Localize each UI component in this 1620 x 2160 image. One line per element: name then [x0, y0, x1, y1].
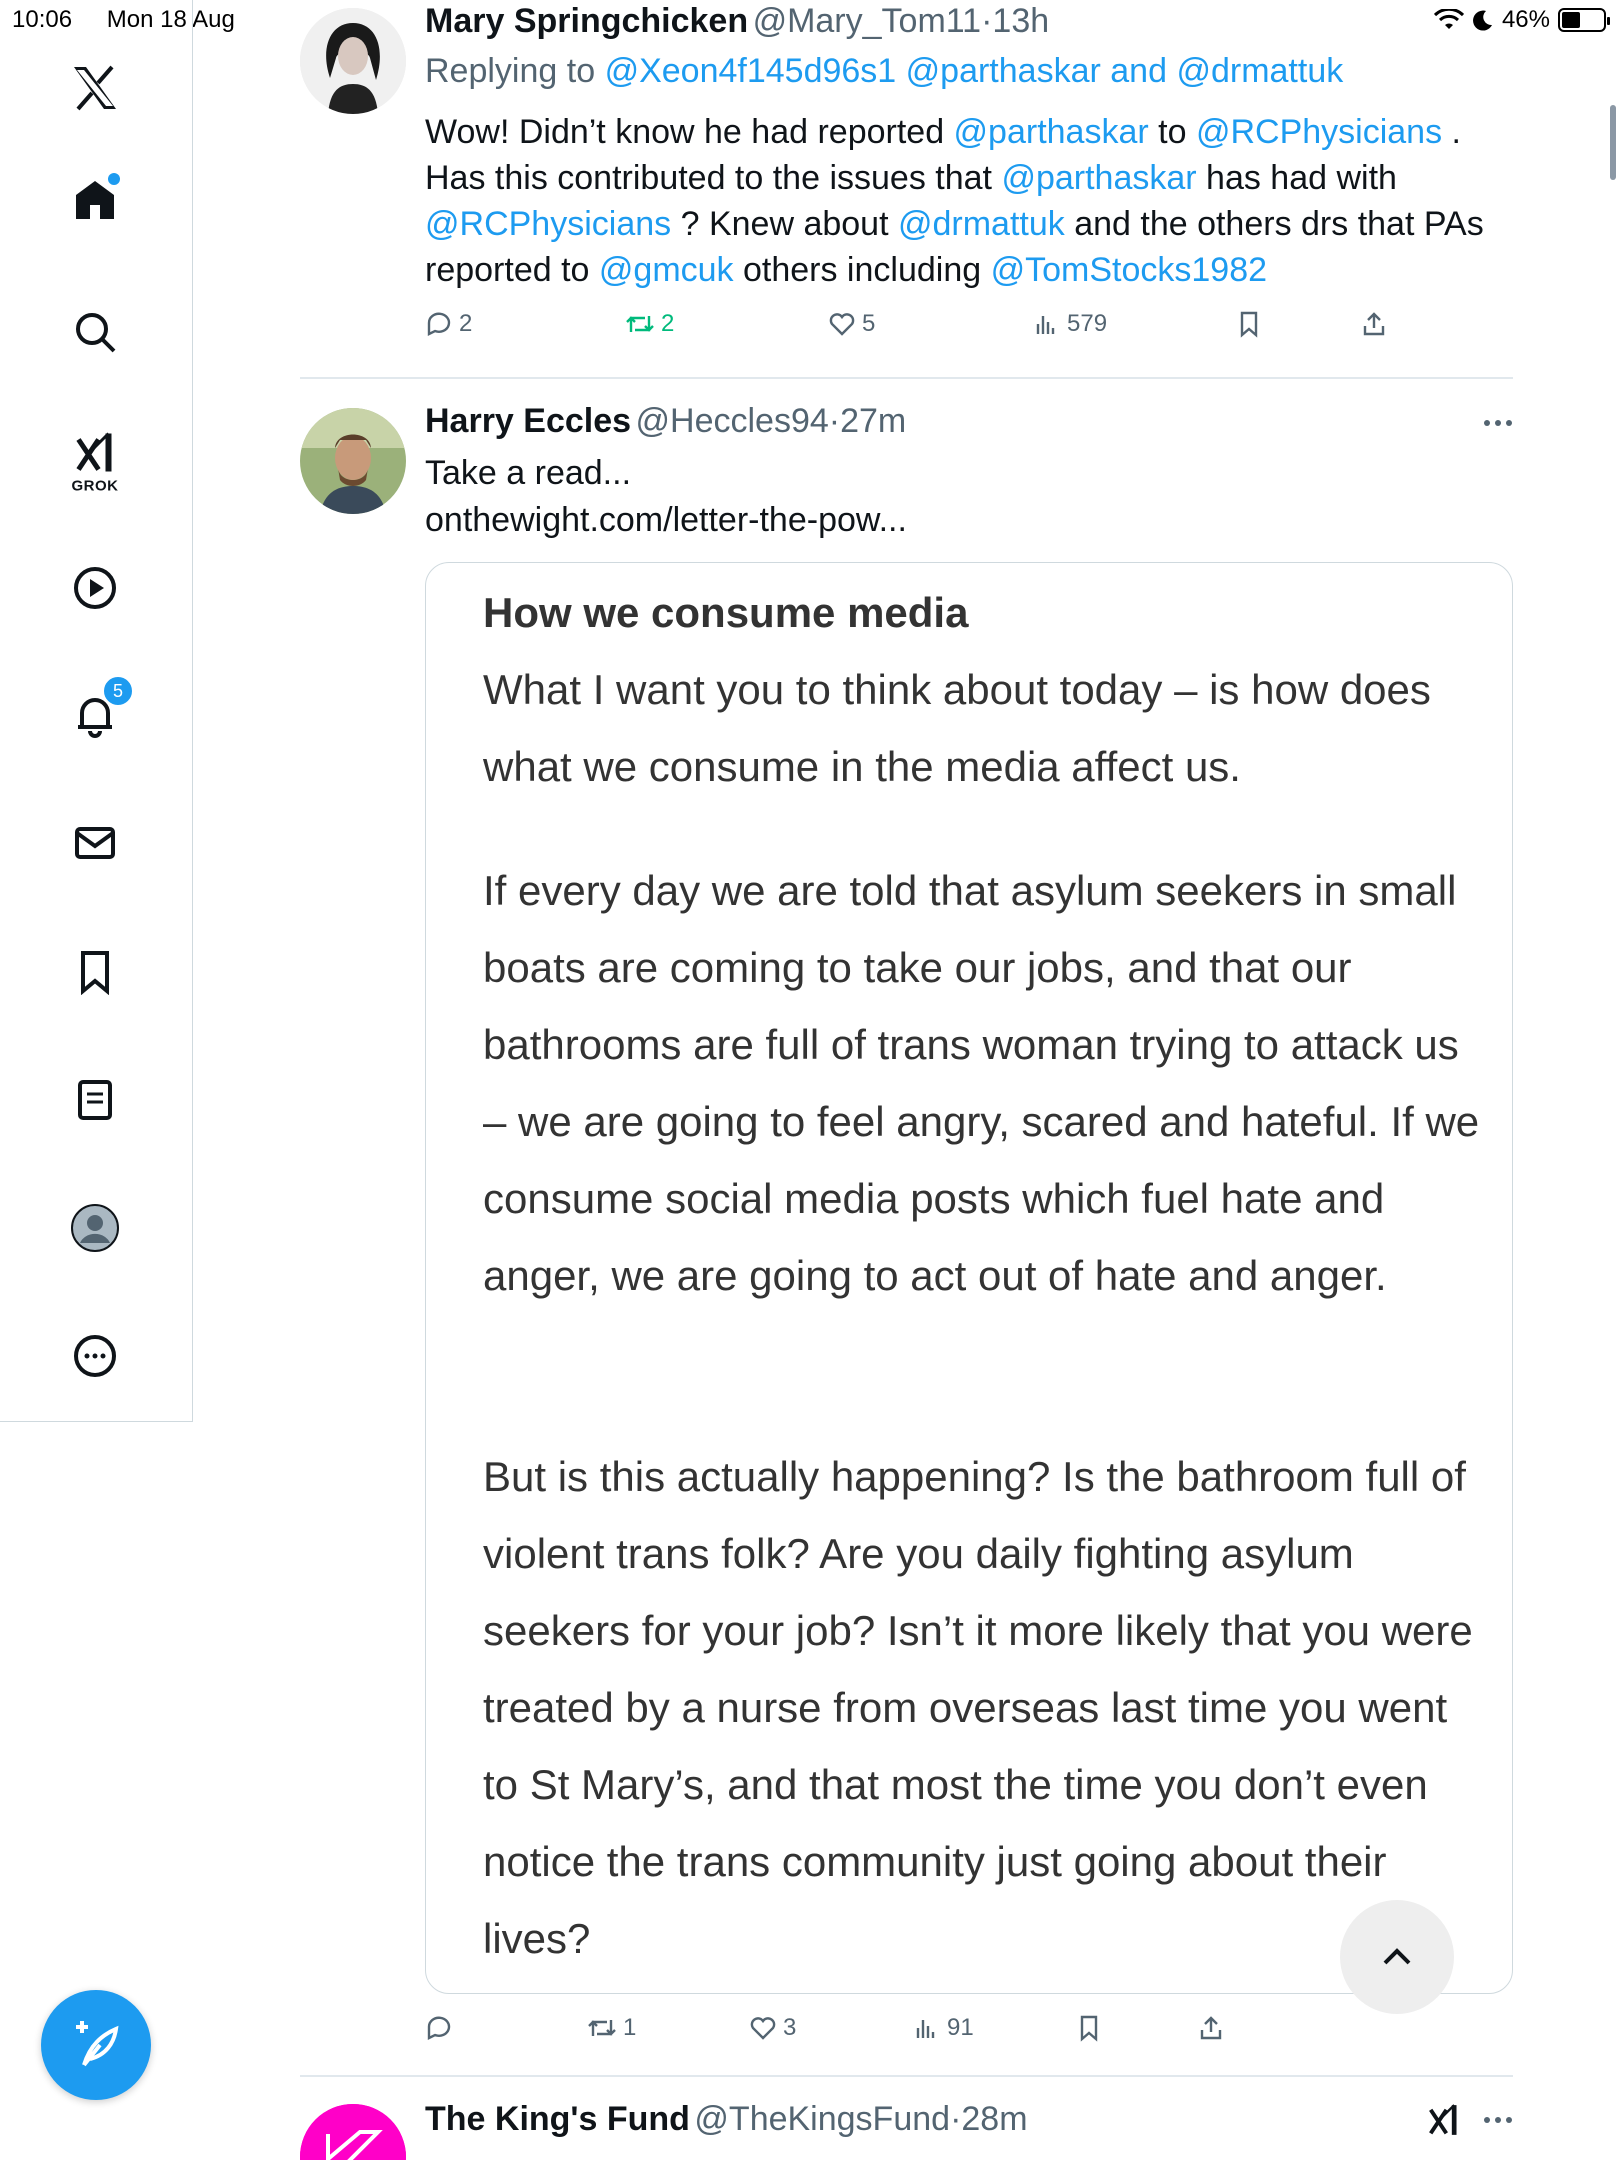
- share-button[interactable]: [1360, 310, 1388, 338]
- author-handle[interactable]: @TheKingsFund: [694, 2100, 951, 2138]
- chevron-up-icon: [1377, 1937, 1417, 1977]
- like-button[interactable]: [749, 2014, 796, 2042]
- tweet-divider: [300, 377, 1513, 379]
- scroll-to-top-button[interactable]: [1340, 1900, 1454, 2014]
- card-paragraph: What I want you to think about today – is how does what we consume in the media affect us.: [483, 666, 1431, 790]
- meta-separator: ·: [828, 402, 841, 440]
- more-icon[interactable]: [72, 1333, 118, 1379]
- views-button[interactable]: [913, 2014, 974, 2042]
- views-count: 579: [1067, 310, 1108, 337]
- home-notification-dot: [108, 173, 120, 185]
- reply-count: 2: [459, 310, 473, 337]
- link-preview-card[interactable]: [425, 562, 1513, 1994]
- and-text: and: [1110, 52, 1167, 90]
- mention-link[interactable]: @drmattuk: [1176, 52, 1344, 90]
- views-button[interactable]: [1033, 310, 1107, 338]
- tweet-text: Take a read...: [425, 454, 632, 492]
- mention-link[interactable]: @Xeon4f145d96s1: [604, 52, 897, 90]
- retweet-icon: [587, 2014, 617, 2042]
- mention-link[interactable]: @drmattuk: [897, 205, 1065, 243]
- share-icon: [1197, 2014, 1225, 2042]
- more-options-icon[interactable]: [1484, 2117, 1512, 2123]
- text-span: to: [1148, 113, 1196, 151]
- mention-link[interactable]: @parthaskar: [1001, 159, 1197, 197]
- tweet-text: [425, 109, 1515, 293]
- more-options-icon[interactable]: [1484, 420, 1512, 426]
- retweet-icon: [625, 310, 655, 338]
- play-icon[interactable]: [72, 565, 118, 611]
- home-icon[interactable]: [72, 177, 118, 223]
- avatar[interactable]: [300, 408, 406, 514]
- text-span: ? Knew about: [671, 205, 898, 243]
- bookmark-icon: [1235, 310, 1263, 338]
- tweet-actions: [425, 2014, 1425, 2054]
- card-paragraph: If every day we are told that asylum seekers in small boats are coming to take our jobs, and that our bathrooms are full of trans woman trying to attack us – we are going to feel angry, scared and hateful. If we consume social media posts which fuel hate and anger, we are going to act out of hate and anger.: [483, 867, 1480, 1299]
- reply-button[interactable]: [425, 310, 472, 338]
- views-icon: [913, 2014, 941, 2042]
- views-icon: [1033, 310, 1061, 338]
- author-name[interactable]: Mary Springchicken: [425, 2, 749, 40]
- text-span: Wow! Didn’t know he had reported: [425, 113, 954, 151]
- mention-link[interactable]: @RCPhysicians: [425, 205, 672, 243]
- tweet-link[interactable]: onthewight.com/letter-the-pow...: [425, 501, 907, 539]
- moon-icon: [1472, 9, 1494, 31]
- notification-badge: 5: [102, 675, 134, 707]
- text-span: others including: [733, 251, 991, 289]
- status-date: Mon 18 Aug: [106, 6, 235, 33]
- heart-icon: [749, 2014, 777, 2042]
- grok-label: GROK: [71, 477, 119, 495]
- author-name[interactable]: Harry Eccles: [425, 402, 632, 440]
- like-count: 5: [862, 310, 876, 337]
- bookmark-button[interactable]: [1075, 2014, 1103, 2042]
- retweet-count: 2: [661, 310, 675, 337]
- text-span: has had with: [1196, 159, 1397, 197]
- author-name[interactable]: The King's Fund: [425, 2100, 690, 2138]
- battery-percent: 46%: [1501, 6, 1550, 33]
- text-span: and the others drs that PAs reported to: [425, 205, 1484, 289]
- like-button[interactable]: [828, 310, 875, 338]
- timestamp[interactable]: 13h: [992, 2, 1050, 40]
- search-icon[interactable]: [72, 309, 118, 355]
- bookmark-icon[interactable]: [72, 949, 118, 995]
- grok-icon[interactable]: [72, 430, 119, 495]
- retweet-button[interactable]: [587, 2014, 636, 2042]
- grok-icon[interactable]: [1426, 2102, 1462, 2143]
- card-heading: How we consume media: [483, 589, 969, 636]
- replying-to: [425, 52, 1343, 91]
- heart-icon: [828, 310, 856, 338]
- mention-link[interactable]: @parthaskar: [905, 52, 1101, 90]
- mention-link[interactable]: @parthaskar: [953, 113, 1149, 151]
- tweet-actions: [425, 310, 1425, 350]
- battery-icon: [1558, 8, 1606, 32]
- reply-icon: [425, 310, 453, 338]
- x-logo-icon[interactable]: [70, 63, 120, 113]
- like-count: 3: [783, 2014, 797, 2041]
- avatar[interactable]: [300, 2104, 406, 2160]
- profile-icon[interactable]: [70, 1203, 120, 1253]
- avatar[interactable]: [300, 8, 406, 114]
- timestamp[interactable]: 27m: [840, 402, 907, 440]
- meta-separator: ·: [981, 2, 993, 40]
- reply-button[interactable]: [425, 2014, 453, 2042]
- mail-icon[interactable]: [72, 820, 118, 866]
- card-paragraph: But is this actually happening? Is the bathroom full of violent trans folk? Are you daily fighting asylum seekers for your job? Isn’t it more likely that you were treated by a nurse from overseas last time you went to St Mary’s, and that most the time you don’t even notice the trans community just going about their lives?: [483, 1453, 1473, 1962]
- status-bar-right: [1434, 6, 1606, 34]
- text-span: . Has this contributed to the issues that: [425, 113, 1461, 197]
- sidebar: [0, 0, 193, 1422]
- wifi-icon: [1434, 9, 1464, 31]
- compose-button[interactable]: [41, 1990, 151, 2100]
- share-button[interactable]: [1197, 2014, 1225, 2042]
- tweet-divider: [300, 2075, 1513, 2077]
- replying-to-label: Replying to: [425, 52, 596, 90]
- bookmark-button[interactable]: [1235, 310, 1263, 338]
- mention-link[interactable]: @TomStocks1982: [990, 251, 1268, 289]
- bell-icon[interactable]: [72, 680, 123, 739]
- reply-icon: [425, 2014, 453, 2042]
- compose-feather-icon: [66, 2015, 126, 2075]
- retweet-button[interactable]: [625, 310, 674, 338]
- status-time: 10:06: [12, 6, 73, 33]
- scrollbar[interactable]: [1610, 105, 1616, 180]
- views-count: 91: [947, 2014, 974, 2041]
- author-handle[interactable]: @Mary_Tom11: [752, 2, 982, 40]
- timestamp[interactable]: 28m: [961, 2100, 1028, 2138]
- list-icon[interactable]: [72, 1077, 118, 1123]
- share-icon: [1360, 310, 1388, 338]
- mention-link[interactable]: @RCPhysicians: [1195, 113, 1443, 151]
- author-handle[interactable]: @Heccles94: [635, 402, 829, 440]
- retweet-count: 1: [623, 2014, 637, 2041]
- meta-separator: ·: [950, 2100, 962, 2138]
- bookmark-icon: [1075, 2014, 1103, 2042]
- mention-link[interactable]: @gmcuk: [598, 251, 734, 289]
